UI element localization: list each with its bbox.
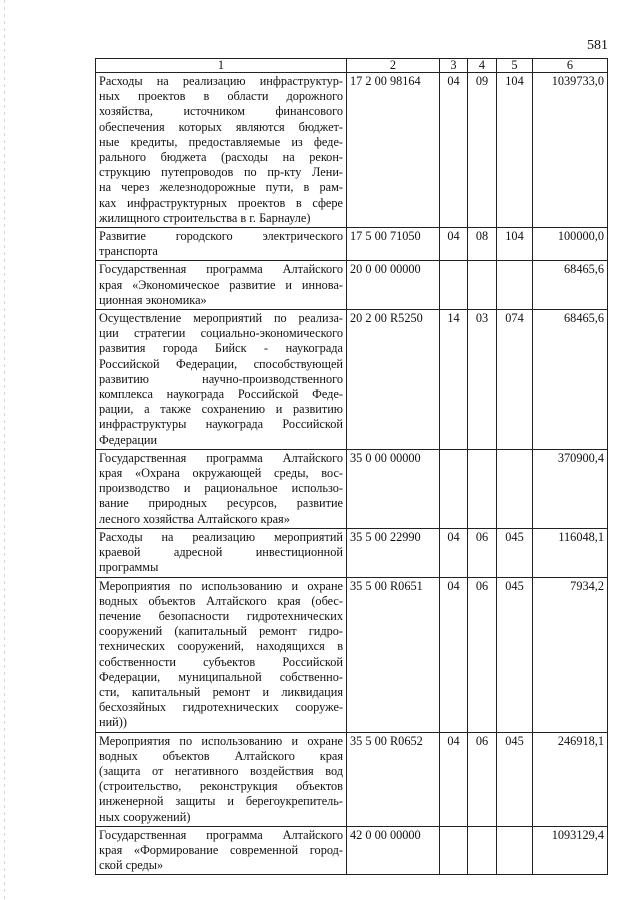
item-name-line: жилищного строительства в г. Барнауле) <box>99 210 311 225</box>
item-name-line: ции стратегии социально-экономического <box>99 326 343 341</box>
column-header: 4 <box>468 59 497 73</box>
amount-cell: 100000,0 <box>533 228 608 261</box>
subsection-cell: 06 <box>468 528 497 577</box>
item-name-line: Осуществление мероприятий по реализа- <box>99 311 343 326</box>
subsection-cell: 06 <box>468 732 497 826</box>
section-cell: 04 <box>440 228 468 261</box>
item-name-line: ской среды» <box>99 858 164 873</box>
code-cell: 35 5 00 R0651 <box>347 577 440 732</box>
item-name-line: производство и рациональное использо- <box>99 481 343 496</box>
expense-type-cell <box>497 826 533 875</box>
expense-type-cell: 045 <box>497 577 533 732</box>
item-name-line: рального бюджета (расходы на рекон- <box>99 150 343 165</box>
item-name-line: Российской Федерации, способствующей <box>99 356 343 371</box>
item-name-line: ний)) <box>99 715 127 730</box>
item-name-line: ционная экономика» <box>99 292 207 307</box>
item-name-line: Государственная программа Алтайского <box>99 262 343 277</box>
item-name-line: инфраструктуры наукограда Российской <box>99 417 343 432</box>
item-name-line: печение безопасности гидротехнических <box>99 608 343 623</box>
expense-type-cell <box>497 261 533 310</box>
section-cell: 04 <box>440 528 468 577</box>
amount-cell: 7934,2 <box>533 577 608 732</box>
item-name-line: инженерной защиты и берегоукрепитель- <box>99 794 343 809</box>
item-name-line: обеспечения которых являются бюджет- <box>99 119 343 134</box>
item-name-line: края «Формирование современной город- <box>99 842 343 857</box>
item-name-line: лесного хозяйства Алтайского края» <box>99 511 290 526</box>
item-name-line: на через железнодорожные пути, в рам- <box>99 180 343 195</box>
subsection-cell: 08 <box>468 228 497 261</box>
item-name-cell <box>96 826 347 875</box>
column-header: 2 <box>347 59 440 73</box>
item-name-line: ных сооружений) <box>99 809 191 824</box>
column-header: 5 <box>497 59 533 73</box>
table-row <box>96 261 608 310</box>
expense-type-cell <box>497 449 533 528</box>
item-name-line: Государственная программа Алтайского <box>99 827 343 842</box>
item-name-line: водных объектов Алтайского края <box>99 748 343 763</box>
item-name-line: Федерации, муниципальной собственно- <box>99 669 343 684</box>
item-name-cell <box>96 228 347 261</box>
item-name-line: краевой адресной инвестиционной <box>99 545 343 560</box>
budget-table <box>95 58 608 875</box>
item-name-line: Развитие городского электрического <box>99 229 343 244</box>
code-cell: 17 2 00 98164 <box>347 73 440 228</box>
code-cell: 42 0 00 00000 <box>347 826 440 875</box>
item-name-line: Мероприятия по использованию и охране <box>99 578 343 593</box>
item-name-line: вание природных ресурсов, развитие <box>99 496 343 511</box>
subsection-cell <box>468 449 497 528</box>
section-cell: 04 <box>440 577 468 732</box>
expense-type-cell: 104 <box>497 73 533 228</box>
code-cell: 17 5 00 71050 <box>347 228 440 261</box>
scan-edge-line <box>4 0 5 900</box>
table-row <box>96 310 608 450</box>
item-name-line: Расходы на реализацию мероприятий <box>99 529 343 544</box>
table-row <box>96 228 608 261</box>
item-name-line: края «Экономическое развитие и иннова- <box>99 277 343 292</box>
code-cell: 35 0 00 00000 <box>347 449 440 528</box>
item-name-line: развития города Бийск - наукограда <box>99 341 343 356</box>
column-header: 3 <box>440 59 468 73</box>
item-name-line: ках инфраструктурных проектов в сфере <box>99 195 343 210</box>
section-cell: 04 <box>440 732 468 826</box>
amount-cell: 68465,6 <box>533 261 608 310</box>
code-cell: 20 0 00 00000 <box>347 261 440 310</box>
item-name-line: комплекса наукограда Российской Феде- <box>99 387 343 402</box>
subsection-cell: 06 <box>468 577 497 732</box>
section-cell <box>440 261 468 310</box>
item-name-cell <box>96 528 347 577</box>
item-name-line: (защита от негативного воздействия вод <box>99 763 343 778</box>
item-name-line: Государственная программа Алтайского <box>99 450 343 465</box>
item-name-cell <box>96 73 347 228</box>
amount-cell: 1093129,4 <box>533 826 608 875</box>
item-name-line: струкцию путепроводов по пр-кту Лени- <box>99 165 343 180</box>
item-name-line: бесхозяйных гидротехнических сооруже- <box>99 700 343 715</box>
amount-cell: 1039733,0 <box>533 73 608 228</box>
table-row <box>96 73 608 228</box>
item-name-line: Мероприятия по использованию и охране <box>99 733 343 748</box>
table-row <box>96 449 608 528</box>
item-name-cell <box>96 261 347 310</box>
item-name-line: ных проектов в области дорожного <box>99 89 343 104</box>
table-row <box>96 826 608 875</box>
subsection-cell <box>468 826 497 875</box>
section-cell <box>440 449 468 528</box>
table-row <box>96 732 608 826</box>
column-header: 1 <box>96 59 347 73</box>
item-name-line: технических сооружений, находящихся в <box>99 639 343 654</box>
table-row <box>96 528 608 577</box>
expense-type-cell: 045 <box>497 528 533 577</box>
amount-cell: 370900,4 <box>533 449 608 528</box>
item-name-line: рации, а также сохранению и развитию <box>99 402 343 417</box>
section-cell: 14 <box>440 310 468 450</box>
item-name-line: водных объектов Алтайского края (обес- <box>99 593 343 608</box>
amount-cell: 68465,6 <box>533 310 608 450</box>
item-name-cell <box>96 732 347 826</box>
amount-cell: 116048,1 <box>533 528 608 577</box>
item-name-line: Федерации <box>99 432 158 447</box>
code-cell: 20 2 00 R5250 <box>347 310 440 450</box>
item-name-cell <box>96 449 347 528</box>
item-name-line: Расходы на реализацию инфраструктур- <box>99 74 343 88</box>
expense-type-cell: 045 <box>497 732 533 826</box>
item-name-cell <box>96 577 347 732</box>
expense-type-cell: 104 <box>497 228 533 261</box>
subsection-cell: 09 <box>468 73 497 228</box>
header-row <box>96 59 608 73</box>
section-cell <box>440 826 468 875</box>
page-number: 581 <box>587 38 608 53</box>
item-name-line: развитию научно-производственного <box>99 371 343 386</box>
section-cell: 04 <box>440 73 468 228</box>
expense-type-cell: 074 <box>497 310 533 450</box>
code-cell: 35 5 00 22990 <box>347 528 440 577</box>
item-name-line: транспорта <box>99 244 158 259</box>
item-name-line: программы <box>99 560 159 575</box>
subsection-cell <box>468 261 497 310</box>
item-name-line: хозяйства, источником финансового <box>99 104 343 119</box>
code-cell: 35 5 00 R0652 <box>347 732 440 826</box>
amount-cell: 246918,1 <box>533 732 608 826</box>
item-name-line: (строительство, реконструкция объектов <box>99 779 343 794</box>
table-row <box>96 577 608 732</box>
item-name-cell <box>96 310 347 450</box>
item-name-line: края «Охрана окружающей среды, вос- <box>99 466 343 481</box>
subsection-cell: 03 <box>468 310 497 450</box>
item-name-line: собственности субъектов Российской <box>99 654 343 669</box>
item-name-line: сти, капитальный ремонт и ликвидация <box>99 684 343 699</box>
item-name-line: сооружений (капитальный ремонт гидро- <box>99 624 343 639</box>
item-name-line: ные кредиты, предоставляемые из феде- <box>99 134 343 149</box>
column-header: 6 <box>533 59 608 73</box>
